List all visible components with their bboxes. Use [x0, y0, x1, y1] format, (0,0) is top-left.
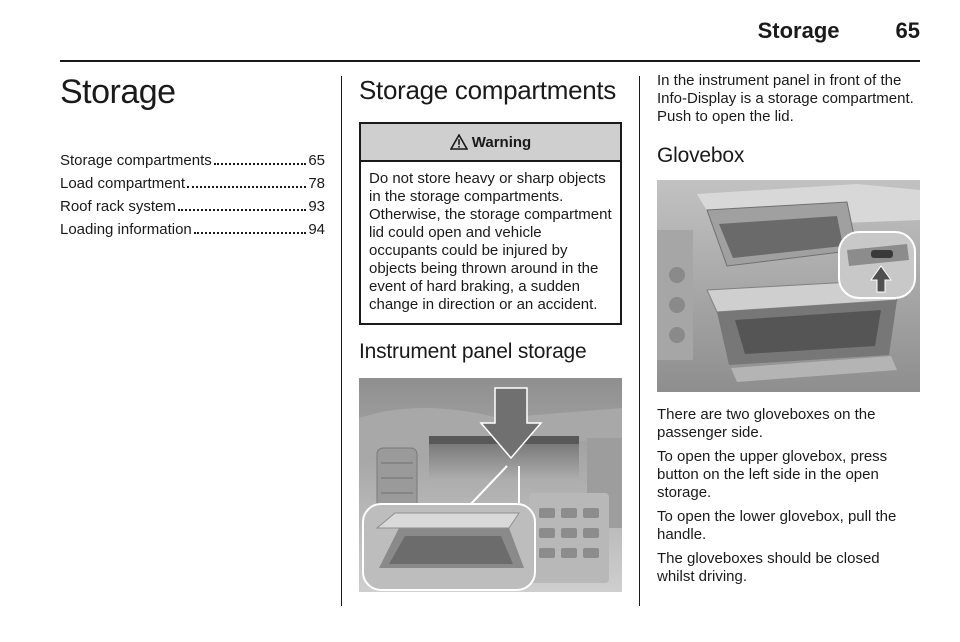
toc-entry-page: 65: [308, 152, 325, 169]
storage-compartments-column: [359, 72, 622, 592]
glovebox-paragraph: The gloveboxes should be closed whilst driving.: [657, 550, 880, 585]
column-divider-left: [341, 76, 342, 606]
column-divider-right: [639, 76, 640, 606]
toc-entry[interactable]: [60, 196, 325, 219]
toc-leader: [214, 163, 307, 165]
glovebox-paragraph: There are two gloveboxes on the passenger side.: [657, 406, 876, 441]
warning-title: Warning: [471, 133, 532, 151]
instrument-panel-heading: Instrument panel storage: [359, 340, 587, 363]
toc-entry[interactable]: [60, 219, 325, 242]
glovebox-paragraph: To open the lower glovebox, pull the handle.: [657, 508, 897, 543]
running-head: [620, 18, 920, 48]
glovebox-paragraph: To open the upper glovebox, press button on the left side in the open storage.: [657, 448, 888, 501]
warning-text: Do not store heavy or sharp objects in the storage compartments. Otherwise, the storage compartment lid could open and vehicle occupants could be injured by objects being thrown around in the event of hard braking, a sudden change in direction or an accident.: [369, 170, 612, 313]
toc-entry-page: 94: [308, 221, 325, 238]
toc-leader: [178, 209, 306, 211]
glovebox-illustration: [657, 180, 920, 392]
instrument-panel-storage-illustration: [359, 378, 622, 592]
toc-entry-label: Roof rack system: [60, 198, 176, 215]
running-head-title: Storage: [757, 18, 840, 43]
toc-leader: [187, 186, 306, 188]
instrument-panel-text: In the instrument panel in front of the Info-Display is a storage compartment. Push to open the lid.: [657, 72, 914, 125]
warning-triangle-icon: [450, 134, 468, 150]
toc-entry[interactable]: [60, 150, 325, 173]
toc-entry-label: Load compartment: [60, 175, 186, 192]
toc-entry-page: 93: [308, 198, 325, 215]
chapter-column: [60, 72, 325, 242]
toc-entry[interactable]: [60, 173, 325, 196]
toc-entry-page: 78: [308, 175, 325, 192]
toc-leader: [194, 232, 307, 234]
toc-entry-label: Storage compartments: [60, 152, 212, 169]
toc-entry-label: Loading information: [60, 221, 192, 238]
page-number: 65: [895, 18, 920, 43]
glovebox-column: [657, 72, 920, 592]
header-rule: [60, 60, 920, 62]
chapter-toc: [60, 150, 325, 242]
glovebox-heading: Glovebox: [657, 144, 745, 167]
warning-box: [359, 122, 622, 325]
section-title: Storage compartments: [359, 75, 617, 105]
chapter-title: Storage: [60, 73, 176, 111]
warning-header: [361, 124, 620, 162]
